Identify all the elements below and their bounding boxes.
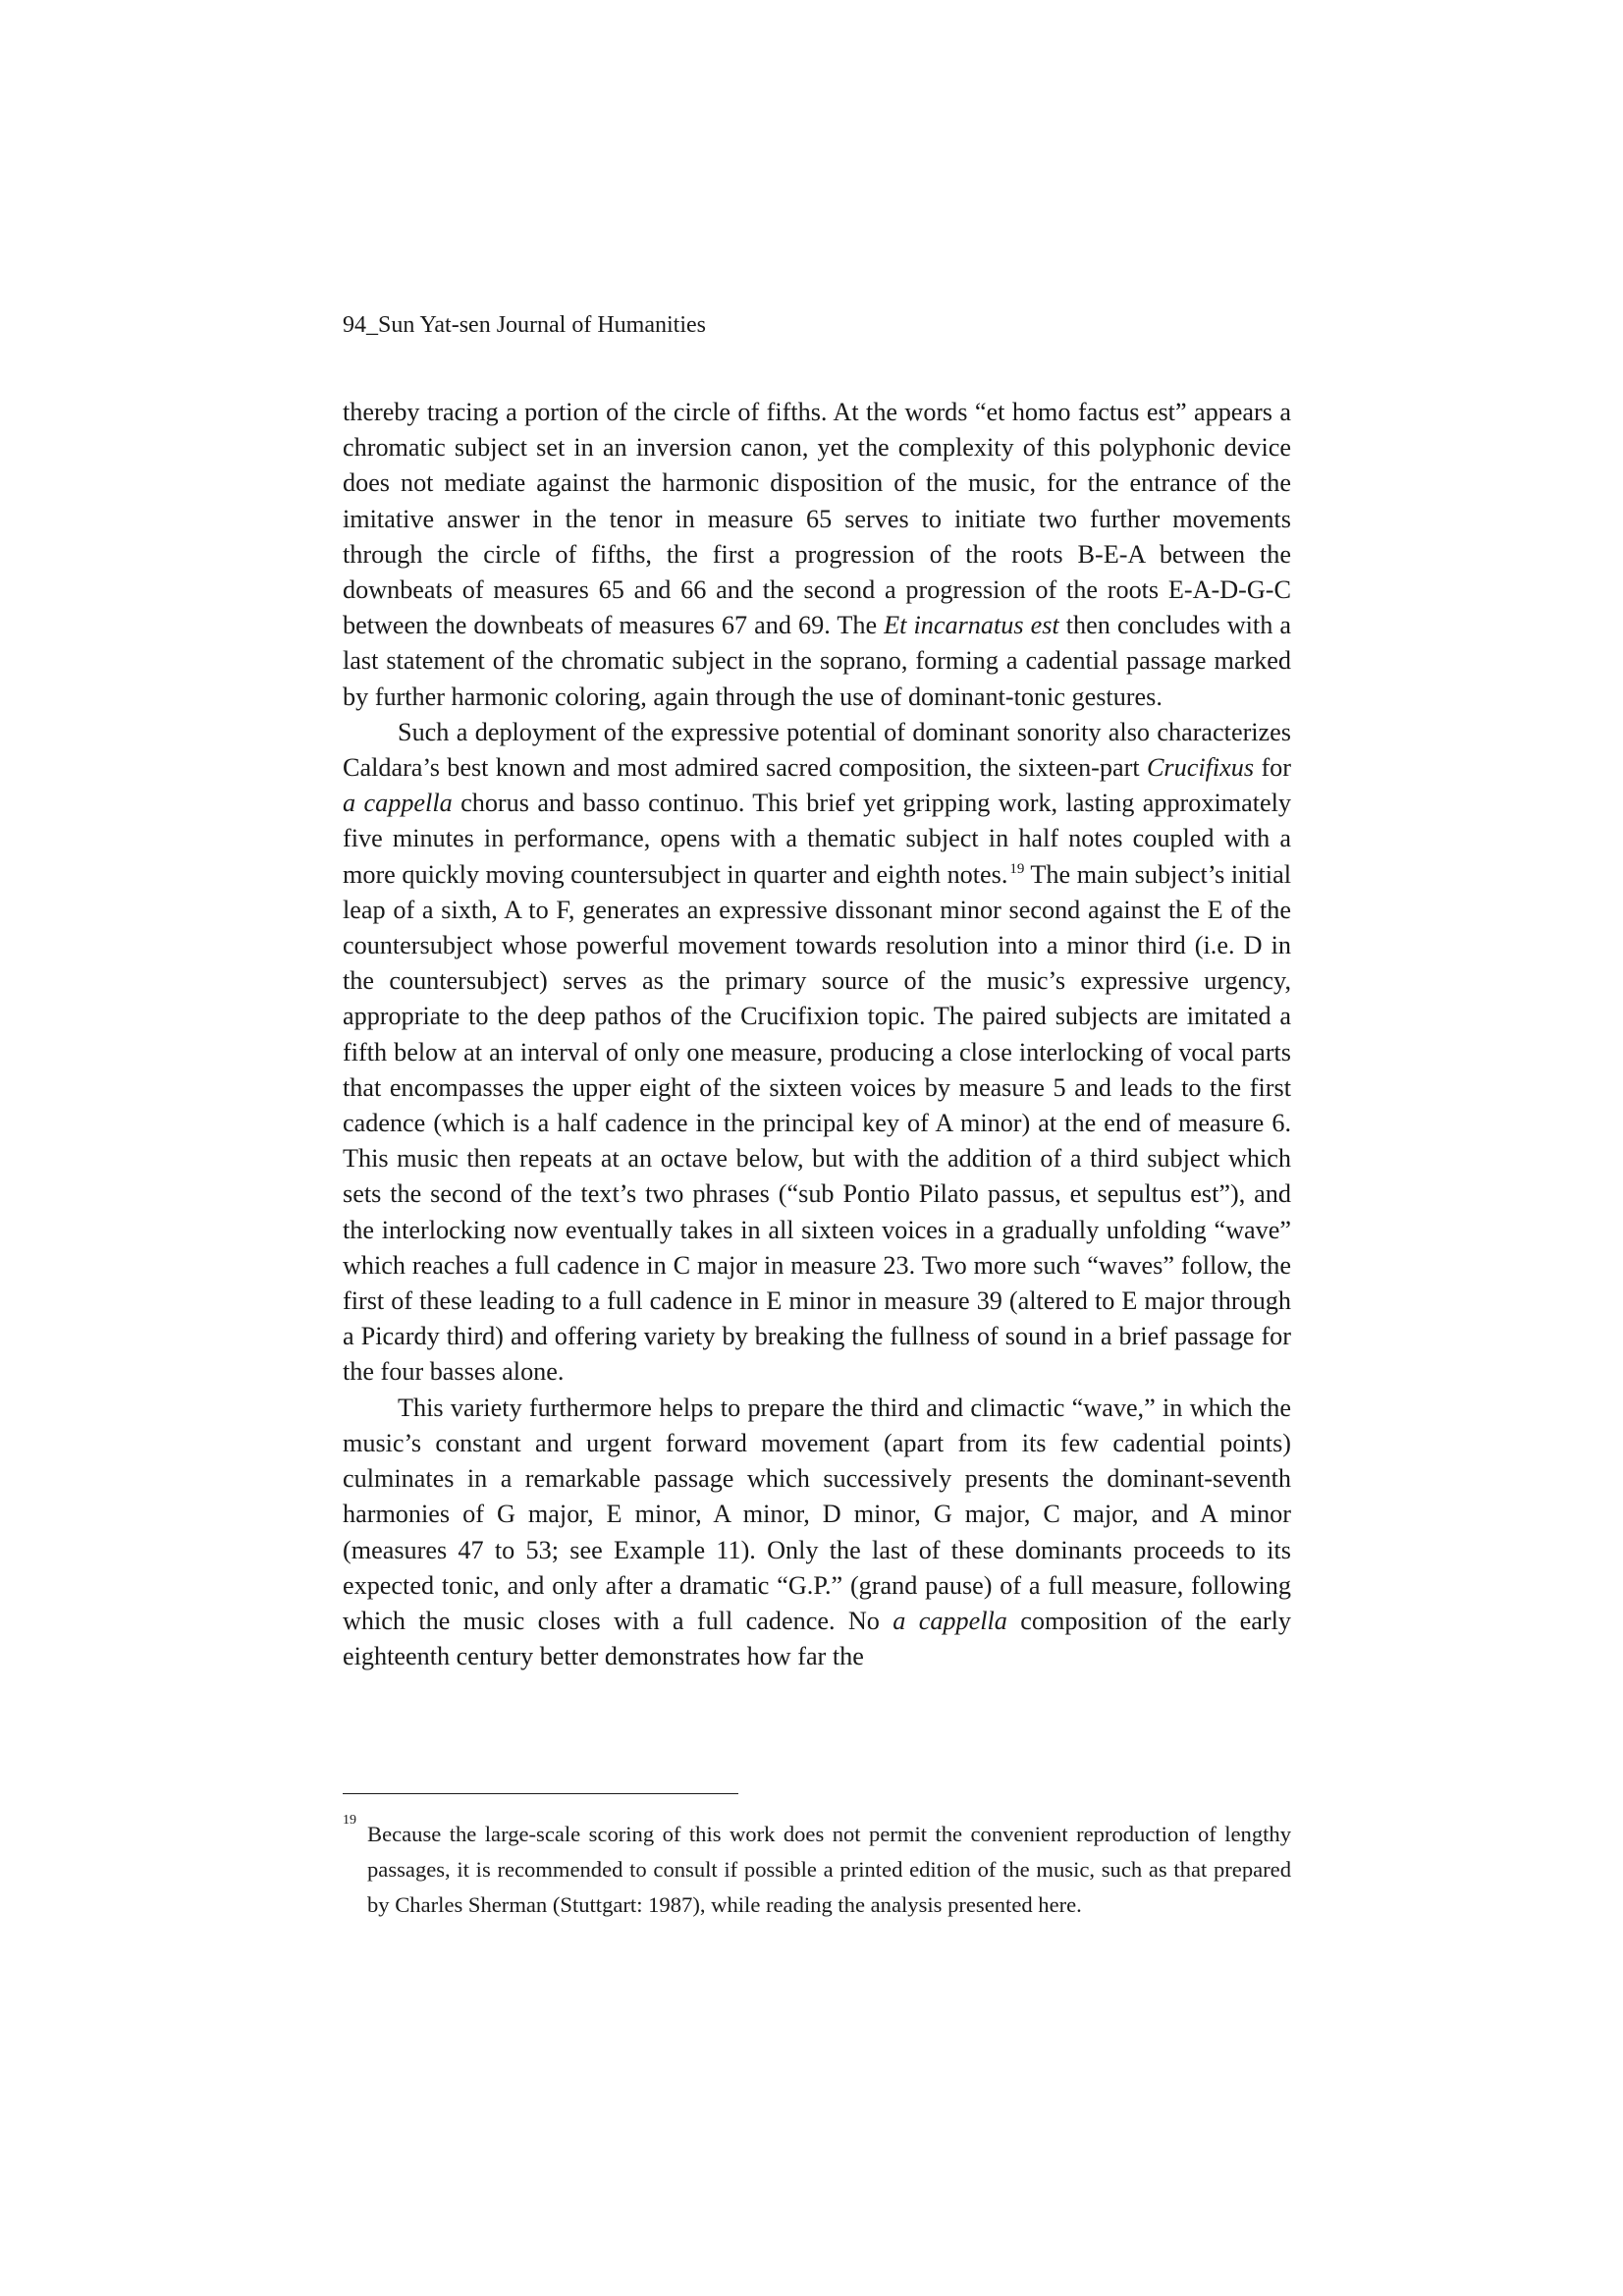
paragraph-2 bbox=[343, 715, 1291, 1391]
paragraph-1-text-a: thereby tracing a portion of the circle of fifths. At the words “et homo factus est” appears a chromatic subject set in an inversion canon, yet the complexity of this polyphonic device does not mediate against the harmonic disposition of the music, for the entrance of the imitative answer in the tenor in measure 65 serves to initiate two further movements through the circle of fifths, the first a progression of the roots B-E-A between the downbeats of measures 65 and 66 and the second a progression of the roots E-A-D-G-C between the downbeats of measures 67 and 69. The bbox=[343, 398, 1291, 640]
paragraph-2-italic-a-cappella: a cappella bbox=[343, 789, 453, 818]
paragraph-3 bbox=[343, 1391, 1291, 1675]
paragraph-1-italic-title: Et incarnatus est bbox=[884, 611, 1059, 640]
footnote-divider bbox=[343, 1793, 738, 1794]
footnote-number: 19 bbox=[343, 1813, 356, 1828]
paragraph-2-text-c: for bbox=[1254, 753, 1291, 783]
paragraph-2-text-e: chorus and basso continuo. This brief yet gripping work, lasting approximately five minutes in performance, opens with a thematic subject in half notes coupled with a more quickly moving countersubject in quarter and eighth notes. bbox=[343, 789, 1291, 889]
paragraph-3-italic-a-cappella: a cappella bbox=[893, 1606, 1007, 1635]
paragraph-3-text-a: This variety furthermore helps to prepare the third and climactic “wave,” in which the music’s constant and urgent forward movement (apart from its few cadential points) culminates in a remarkable passage which successively presents the dominant-seventh harmonies of G major, E minor, A minor, D minor, G major, C major, and A minor (measures 47 to 53; see Example 11). Only the last of these dominants proceeds to its expected tonic, and only after a dramatic “G.P.” (grand pause) of a full measure, following which the music closes with a full cadence. No bbox=[343, 1393, 1291, 1635]
footnote bbox=[343, 1813, 1291, 1923]
paragraph-2-text-f: The main subject’s initial leap of a sixth, A to F, generates an expressive dissonant minor second against the E of the countersubject whose powerful movement towards resolution into a minor third (i.e. D in the countersubject) serves as the primary source of the music’s expressive urgency, appropriate to the deep pathos of the Crucifixion topic. The paired subjects are imitated a fifth below at an interval of only one measure, producing a close interlocking of vocal parts that encompasses the upper eight of the sixteen voices by measure 5 and leads to the first cadence (which is a half cadence in the principal key of A minor) at the end of measure 6. This music then repeats at an octave below, but with the addition of a third subject which sets the second of the text’s two phrases (“sub Pontio Pilato passus, et sepultus est”), and the interlocking now eventually takes in all sixteen voices in a gradually unfolding “wave” which reaches a full cadence in C major in measure 23. Two more such “waves” follow, the first of these leading to a full cadence in E minor in measure 39 (altered to E major through a Picardy third) and offering variety by breaking the fullness of sound in a brief passage for the four basses alone. bbox=[343, 859, 1291, 1387]
paragraph-3-text-c: composition of the early eighteenth century better demonstrates how far the bbox=[343, 1606, 1291, 1671]
paragraph-2-italic-crucifixus: Crucifixus bbox=[1146, 753, 1255, 783]
main-text bbox=[343, 395, 1291, 1674]
paragraph-1 bbox=[343, 395, 1291, 715]
running-head: 94_Sun Yat-sen Journal of Humanities bbox=[343, 312, 706, 338]
paragraph-2-text-a: Such a deployment of the expressive potential of dominant sonority also characterizes Caldara’s best known and most admired sacred composition, the sixteen-part bbox=[343, 717, 1291, 783]
paragraph-1-text-c: then concludes with a last statement of the chromatic subject in the soprano, forming a cadential passage marked by further harmonic coloring, again through the use of dominant-tonic gestures. bbox=[343, 611, 1291, 711]
footnote-reference[interactable]: 19 bbox=[1009, 860, 1025, 877]
footnote-text: Because the large-scale scoring of this work does not permit the convenient reproduction of lengthy passages, it is recommended to consult if possible a printed edition of the music, such as that prepared by Charles Sherman (Stuttgart: 1987), while reading the analysis presented here. bbox=[367, 1822, 1291, 1917]
